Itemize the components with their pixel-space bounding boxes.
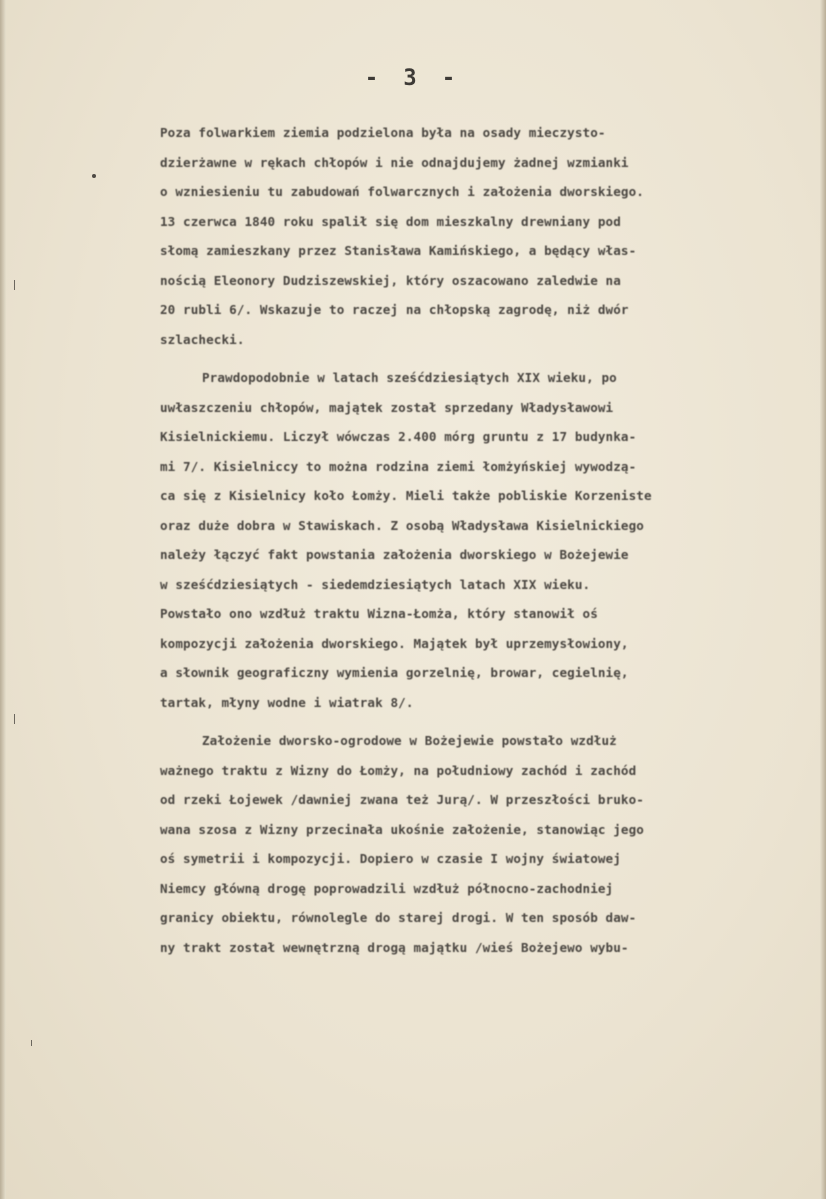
text-line: Kisielnickiemu. Liczył wówczas 2.400 mórg gruntu z 17 budynka-	[160, 429, 637, 444]
margin-tick	[31, 1040, 32, 1046]
text-line: od rzeki Łojewek /dawniej zwana też Jurą/. W przeszłości bruko-	[160, 792, 644, 807]
text-line: a słownik geograficzny wymienia gorzelnię, browar, cegielnię,	[160, 665, 629, 680]
paragraph-2	[160, 363, 820, 717]
margin-tick	[14, 714, 15, 724]
margin-tick	[14, 280, 15, 290]
text-line: szlachecki.	[160, 331, 245, 347]
body-text	[160, 118, 820, 962]
text-line: nością Eleonory Dudziszewskiej, który oszacowano zaledwie na	[160, 272, 621, 288]
text-line: ca się z Kisielnicy koło Łomży. Mieli także pobliskie Korzeniste	[160, 488, 652, 503]
text-line: oś symetrii i kompozycji. Dopiero w czasie I wojny światowej	[160, 851, 621, 866]
text-line: granicy obiektu, równolegle do starej drogi. W ten sposób daw-	[160, 910, 637, 925]
text-line: słomą zamieszkany przez Stanisława Kamińskiego, a będący włas-	[160, 243, 637, 258]
text-line: Poza folwarkiem ziemia podzielona była na osady mieczysto-	[160, 125, 606, 140]
paragraph-3	[160, 726, 820, 962]
text-line: 13 czerwca 1840 roku spalił się dom mieszkalny drewniany pod	[160, 213, 621, 229]
text-line: 20 rubli 6/. Wskazuje to raczej na chłopską zagrodę, niż dwór	[160, 302, 629, 317]
text-line: Niemcy główną drogę poprowadzili wzdłuż północno-zachodniej	[160, 880, 614, 896]
text-line: dzierżawne w rękach chłopów i nie odnajdujemy żadnej wzmianki	[160, 154, 629, 170]
text-line: Powstało ono wzdłuż traktu Wizna-Łomża, który stanowił oś	[160, 606, 598, 621]
page-number: - 3 -	[364, 66, 462, 91]
text-line: wana szosa z Wizny przecinała ukośnie założenie, stanowiąc jego	[160, 821, 644, 837]
text-line: ważnego traktu z Wizny do Łomży, na południowy zachód i zachód	[160, 762, 637, 778]
text-line: ny trakt został wewnętrzną drogą majątku /wieś Bożejewo wybu-	[160, 939, 629, 955]
page-edge-right	[820, 0, 826, 1199]
text-line: Założenie dworsko-ogrodowe w Bożejewie powstało wzdłuż	[202, 733, 617, 748]
text-line: o wzniesieniu tu zabudowań folwarcznych i założenia dworskiego.	[160, 184, 644, 199]
text-line: uwłaszczeniu chłopów, majątek został sprzedany Władysławowi	[160, 399, 614, 415]
paragraph-1	[160, 118, 820, 354]
text-line: oraz duże dobra w Stawiskach. Z osobą Władysława Kisielnickiego	[160, 517, 644, 533]
text-line: należy łączyć fakt powstania założenia dworskiego w Bożejewie	[160, 547, 629, 562]
page-edge-left	[0, 0, 6, 1199]
margin-dot	[92, 174, 96, 178]
text-line: mi 7/. Kisielniccy to można rodzina ziemi łomżyńskiej wywodzą-	[160, 458, 637, 474]
text-line: tartak, młyny wodne i wiatrak 8/.	[160, 694, 414, 710]
text-line: Prawdopodobnie w latach sześćdziesiątych XIX wieku, po	[202, 370, 617, 385]
text-line: w sześćdziesiątych - siedemdziesiątych latach XIX wieku.	[160, 576, 591, 592]
text-line: kompozycji założenia dworskiego. Majątek był uprzemysłowiony,	[160, 635, 629, 651]
